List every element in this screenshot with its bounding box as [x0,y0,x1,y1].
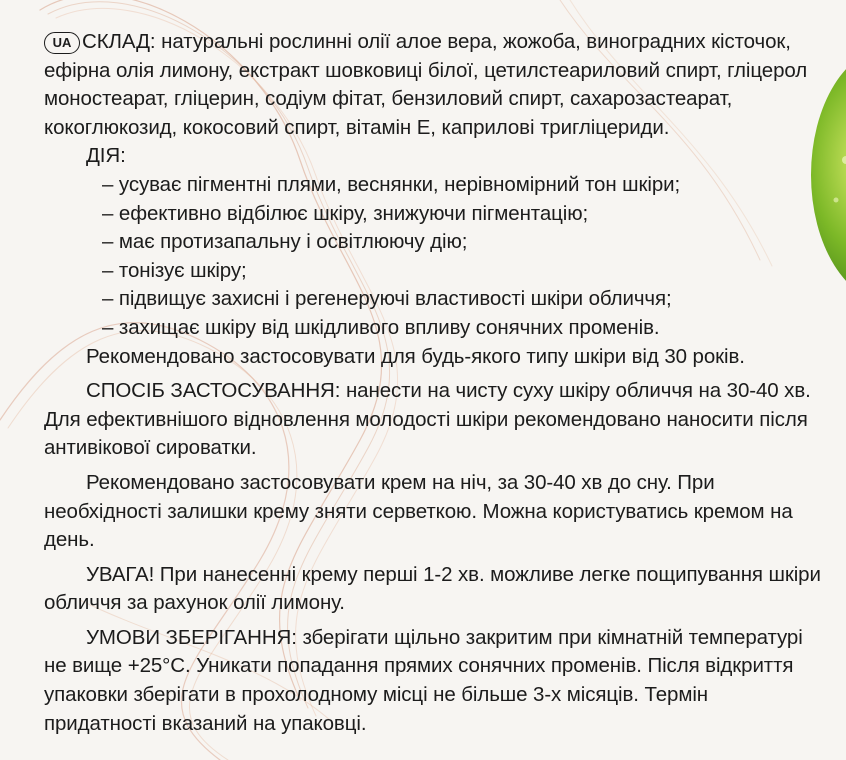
usage-paragraph [44,377,824,463]
storage-paragraph [44,624,824,738]
ua-language-badge: UA [44,32,80,54]
composition-paragraph [44,28,824,142]
ingredients-text-block [44,28,824,738]
storage-label: УМОВИ ЗБЕРІГАННЯ: [86,625,297,649]
storage-text: зберігати щільно закритим при кімнатній температурі не вище +25°С. Уникати попадання прямих сонячних променів. Після відкриття упаковки зберігати в прохолодному місці не більше 3-х місяців. Термін придатності вказаний на упаковці. [44,625,803,735]
action-title: ДІЯ: [86,144,126,168]
composition-label: СКЛАД: [82,30,156,53]
action-item: – захищає шкіру від шкідливого впливу сонячних променів. [102,315,660,339]
usage-label: СПОСІБ ЗАСТОСУВАННЯ: [86,379,341,403]
warning-text: При нанесенні крему перші 1-2 хв. можливе легке пощипування шкіри обличчя за рахунок олії лимону. [44,562,821,615]
action-item: – підвищує захисні і регенеруючі властивості шкіри обличчя; [102,287,672,311]
action-item: – має протизапальну і освітлюючу дію; [102,230,468,254]
age-recommendation: Рекомендовано застосовувати для будь-якого типу шкіри від 30 років. [86,344,745,368]
usage-text: нанести на чисту суху шкіру обличчя на 30-40 хв. Для ефективнішого відновлення молодості шкіри рекомендовано наносити після антивікової сироватки. [44,379,811,460]
warning-paragraph [44,561,824,618]
action-item: – тонізує шкіру; [102,258,247,282]
night-usage-paragraph: Рекомендовано застосовувати крем на ніч, за 30-40 хв до сну. При необхідності залишки крему зняти серветкою. Можна користуватись кремом на день. [44,470,793,552]
warning-label: УВАГА! [86,562,155,586]
action-item: – усуває пігментні плями, веснянки, нерівномірний тон шкіри; [102,172,681,196]
composition-text: натуральні рослинні олії алое вера, жожоба, виноградних кісточок, ефірна олія лимону, екстракт шовковиці білої, цетилстеариловий спирт, гліцерол моностеарат, гліцерин, содіум фітат, бензиловий спирт, сахарозастеарат, кокоглюкозид, кокосовий спирт, вітамін Е, каприлові тригліцериди. [44,30,808,139]
action-item: – ефективно відбілює шкіру, знижуючи пігментацію; [102,201,589,225]
